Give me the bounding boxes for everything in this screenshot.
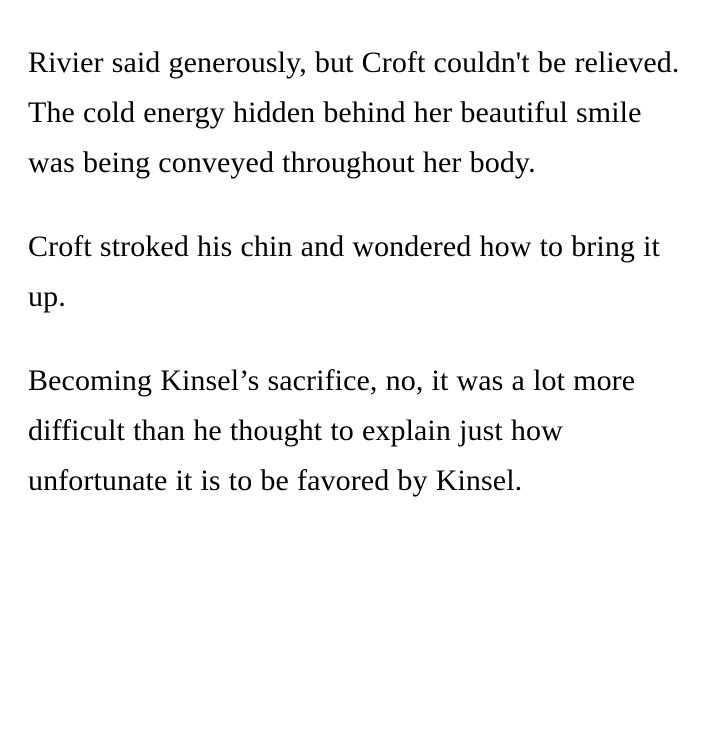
paragraph-croft-chin: Croft stroked his chin and wondered how to bring it up. (28, 230, 660, 313)
paragraph-clipped (28, 0, 696, 4)
paragraph-rivier: Rivier said generously, but Croft couldn't be relieved. The cold energy hidden behind her beautiful smile was being conveyed throughout her body. (28, 46, 680, 179)
paragraph-kinsel: Becoming Kinsel’s sacrifice, no, it was a lot more difficult than he thought to explain just how unfortunate it is to be favored by Kinsel. (28, 364, 636, 497)
